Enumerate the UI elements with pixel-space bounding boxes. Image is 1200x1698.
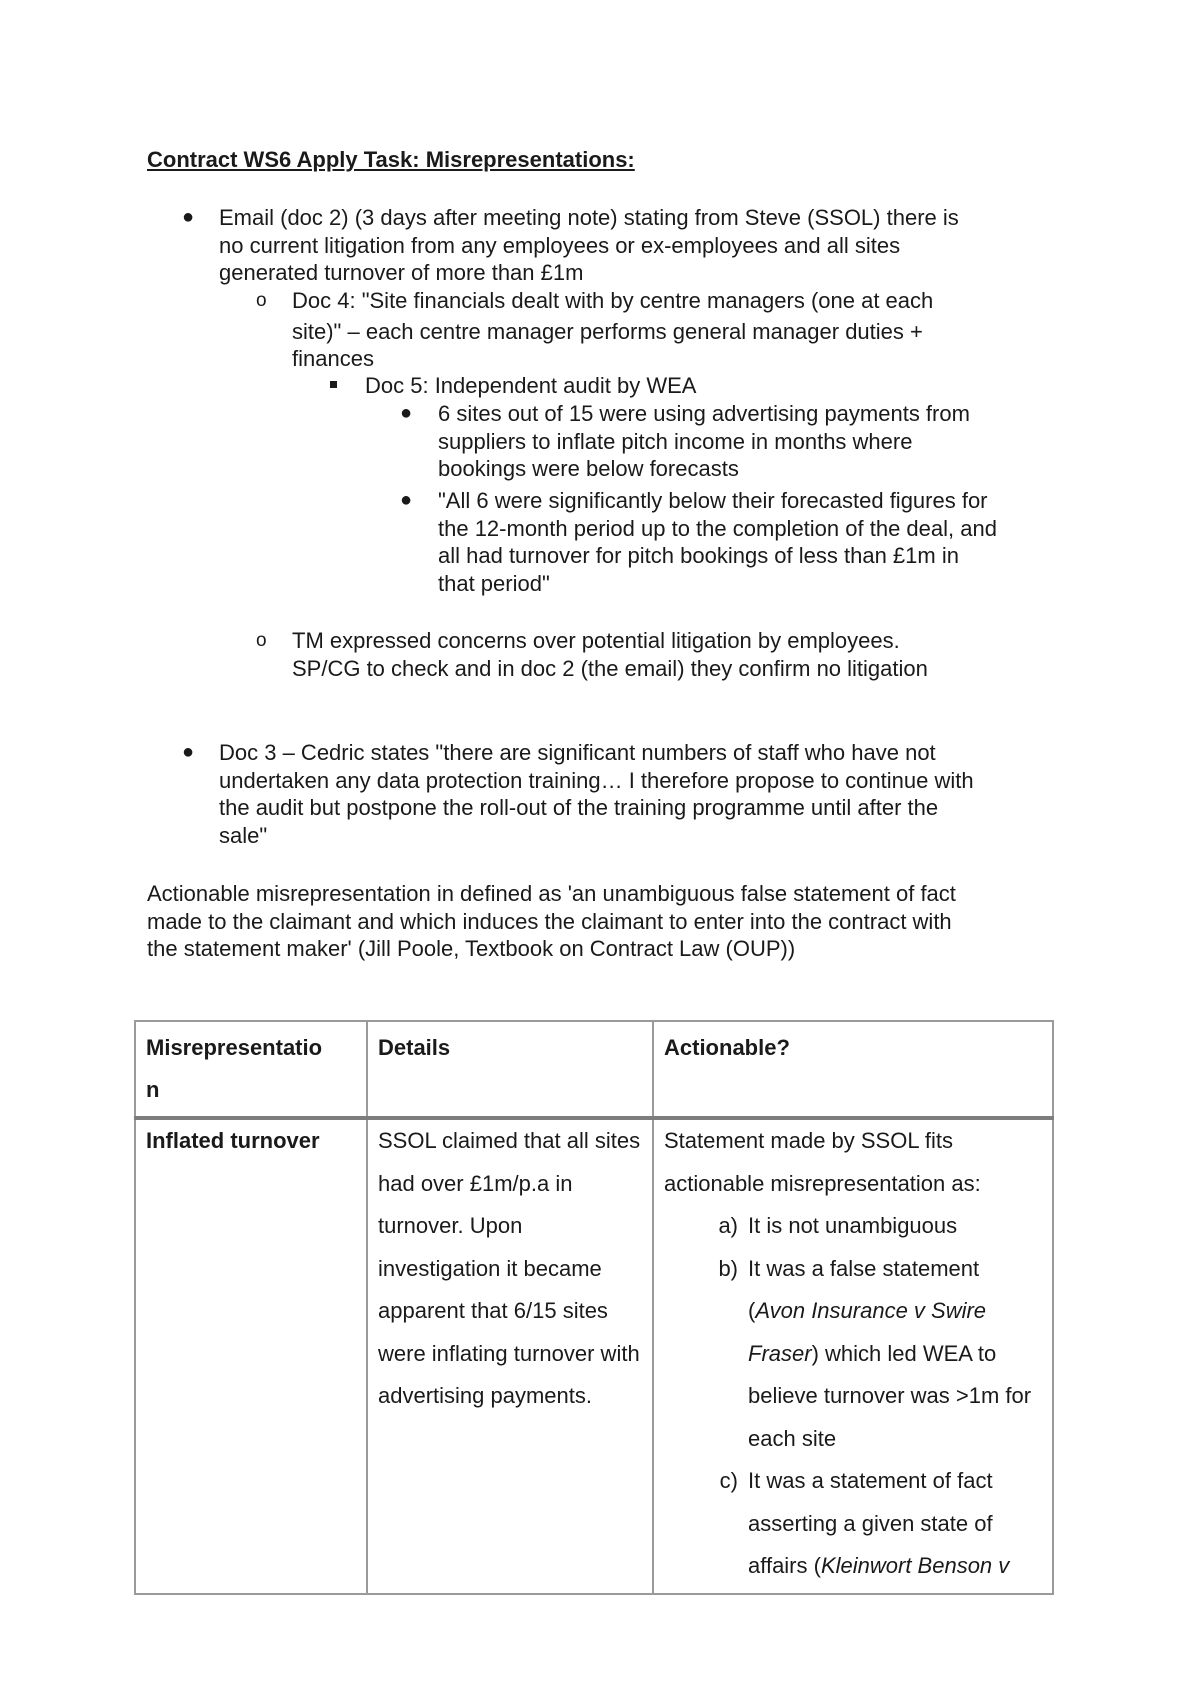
bullet-icon: ● (182, 741, 195, 763)
bullet-icon: ● (400, 402, 413, 424)
sub-item-doc5: Doc 5: Independent audit by WEA (365, 373, 697, 398)
header-actionable: Actionable? (653, 1021, 1053, 1118)
page-title: Contract WS6 Apply Task: Misrepresentations: (147, 147, 635, 172)
table-header-row (135, 1021, 1053, 1118)
header-details: Details (367, 1021, 653, 1118)
sub-item-tm-concerns: TM expressed concerns over potential litigation by employees. SP/CG to check and in doc 2 (the email) they confirm no litigation (292, 628, 928, 681)
case-citation: Avon Insurance v Swire Fraser (748, 1298, 987, 1366)
bullet-icon: ● (400, 489, 413, 511)
row-label: Inflated turnover (135, 1118, 367, 1594)
circle-bullet-icon: o (256, 630, 267, 651)
row-actionable (653, 1118, 1053, 1594)
header-misrepresentation: Misrepresentatio n (135, 1021, 367, 1118)
square-bullet-icon (330, 381, 337, 388)
list-item: c) It was a statement of fact asserting a given state of affairs (Kleinwort Benson v (719, 1468, 1010, 1578)
definition-paragraph: Actionable misrepresentation in defined as 'an unambiguous false statement of fact made to the claimant and which induces the claimant to enter into the contract with the statement maker' (Jill Poole, Textbook on Contract Law (OUP)) (147, 881, 956, 961)
table-row (135, 1118, 1053, 1594)
misrepresentation-table (134, 1020, 1054, 1595)
actionable-intro: Statement made by SSOL fits actionable misrepresentation as: (664, 1128, 981, 1196)
list-item: a) It is not unambiguous (718, 1213, 958, 1238)
sub-item-doc4: Doc 4: "Site financials dealt with by centre managers (one at each site)" – each centre manager performs general manager duties + finances (292, 288, 934, 371)
row-details: SSOL claimed that all sites had over £1m/p.a in turnover. Upon investigation it became apparent that 6/15 sites were inflating turnover with advertising payments. (367, 1118, 653, 1594)
bullet-doc3-cedric: Doc 3 – Cedric states "there are significant numbers of staff who have not undertaken any data protection training… I therefore propose to continue with the audit but postpone the roll-out of the training programme until after the sale" (219, 740, 974, 848)
list-item: b) It was a false statement (Avon Insurance v Swire Fraser) which led WEA to believe turnover was >1m for each site (718, 1255, 1032, 1451)
case-citation: Kleinwort Benson v (820, 1553, 1010, 1578)
circle-bullet-icon: o (256, 290, 267, 311)
list-item: 6 sites out of 15 were using advertising payments from suppliers to inflate pitch income in months where bookings were below forecasts (438, 401, 970, 481)
list-item: "All 6 were significantly below their forecasted figures for the 12-month period up to the completion of the deal, and all had turnover for pitch bookings of less than £1m in that period" (438, 488, 997, 596)
bullet-icon: ● (182, 206, 195, 228)
bullet-email-doc2: Email (doc 2) (3 days after meeting note) stating from Steve (SSOL) there is no current litigation from any employees or ex-employees and all sites generated turnover of more than £1m (219, 205, 959, 285)
